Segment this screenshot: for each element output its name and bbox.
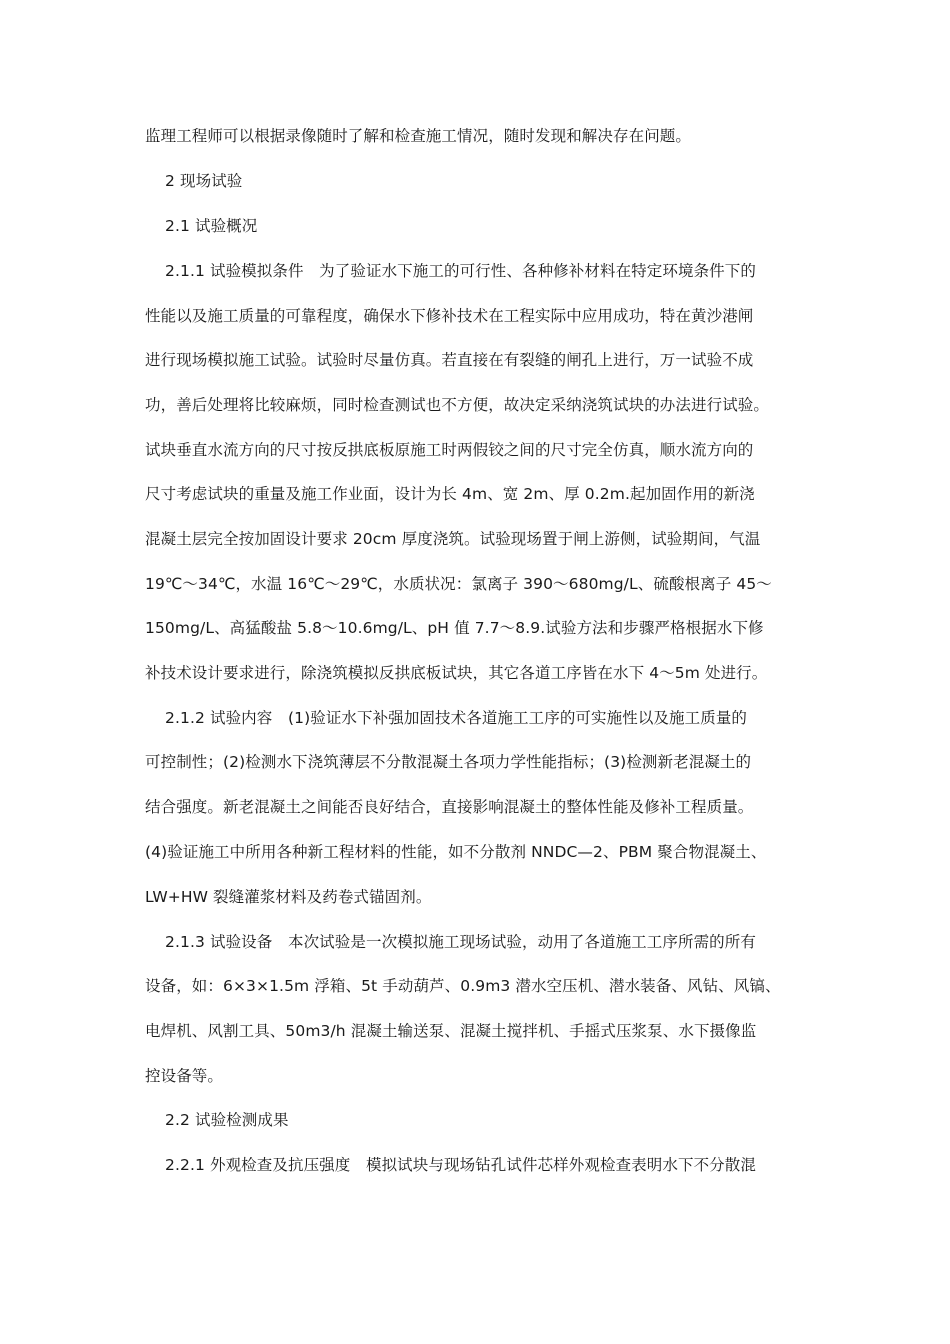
text-line: 2.2.1 外观检查及抗压强度 模拟试块与现场钻孔试件芯样外观检查表明水下不分散混	[165, 1156, 756, 1174]
text-line: (4)验证施工中所用各种新工程材料的性能，如不分散剂 NNDC—2、PBM 聚合物混凝土、	[145, 843, 767, 861]
text-line: 进行现场模拟施工试验。试验时尽量仿真。若直接在有裂缝的闸孔上进行，万一试验不成	[145, 351, 754, 369]
text-line: 2.1.2 试验内容 (1)验证水下补强加固技术各道施工工序的可实施性以及施工质量的	[165, 709, 748, 727]
text-line: 2.1.1 试验模拟条件 为了验证水下施工的可行性、各种修补材料在特定环境条件下的	[165, 262, 756, 280]
subsection-heading: 2.1 试验概况	[165, 217, 258, 235]
text-line: 功，善后处理将比较麻烦，同时检查测试也不方便，故决定采纳浇筑试块的办法进行试验。	[145, 396, 770, 414]
text-line: 试块垂直水流方向的尺寸按反拱底板原施工时两假铰之间的尺寸完全仿真，顺水流方向的	[145, 441, 754, 459]
text-line: 2.1.3 试验设备 本次试验是一次模拟施工现场试验，动用了各道施工工序所需的所有	[165, 933, 756, 951]
text-line: 电焊机、风割工具、50m3/h 混凝土输送泵、混凝土搅拌机、手摇式压浆泵、水下摄像监	[145, 1022, 757, 1040]
text-line: 性能以及施工质量的可靠程度，确保水下修补技术在工程实际中应用成功，特在黄沙港闸	[145, 307, 754, 325]
text-line: 监理工程师可以根据录像随时了解和检查施工情况，随时发现和解决存在问题。	[145, 127, 692, 145]
text-line: 混凝土层完全按加固设计要求 20cm 厚度浇筑。试验现场置于闸上游侧，试验期间，气温	[145, 530, 761, 548]
subsection-heading: 2.2 试验检测成果	[165, 1111, 289, 1129]
text-line: LW+HW 裂缝灌浆材料及药卷式锚固剂。	[145, 888, 432, 906]
text-line: 补技术设计要求进行，除浇筑模拟反拱底板试块，其它各道工序皆在水下 4～5m 处进行。	[145, 664, 768, 682]
text-line: 控设备等。	[145, 1067, 224, 1085]
text-line: 150mg/L、高猛酸盐 5.8～10.6mg/L、pH 值 7.7～8.9.试验方法和步骤严格根据水下修	[145, 619, 764, 637]
text-line: 可控制性；(2)检测水下浇筑薄层不分散混凝土各项力学性能指标；(3)检测新老混凝土的	[145, 753, 752, 771]
text-line: 结合强度。新老混凝土之间能否良好结合，直接影响混凝土的整体性能及修补工程质量。	[145, 798, 754, 816]
text-line: 设备，如：6×3×1.5m 浮箱、5t 手动葫芦、0.9m3 潜水空压机、潜水装备、风钻、风镐、	[145, 977, 781, 995]
text-line: 19℃～34℃，水温 16℃～29℃，水质状况：氯离子 390～680mg/L、硫酸根离子 45～	[145, 575, 772, 593]
section-heading: 2 现场试验	[165, 172, 243, 190]
text-line: 尺寸考虑试块的重量及施工作业面，设计为长 4m、宽 2m、厚 0.2m.起加固作用的新浇	[145, 485, 755, 503]
